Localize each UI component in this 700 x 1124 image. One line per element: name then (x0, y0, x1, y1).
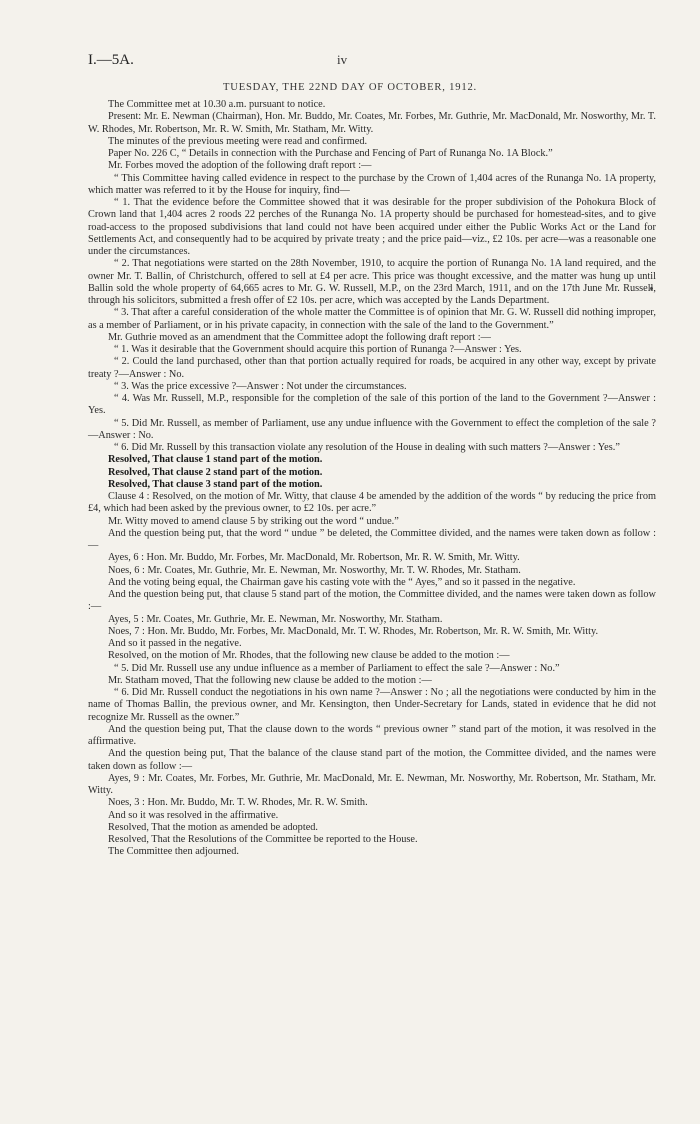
paragraph: “ 6. Did Mr. Russell conduct the negotiations in his own name ?—Answer : No ; all the negotiations were conducted by him in the name of Thomas Ballin, the previous owner, and Mr. Kensington, then Under-Secretary for Lands, stated in evidence that he did not recognize Mr. Russell as the owner.” (88, 687, 656, 723)
paragraph: Noes, 6 : Mr. Coates, Mr. Guthrie, Mr. E. Newman, Mr. Nosworthy, Mr. T. W. Rhodes, Mr. Statham. (108, 564, 521, 576)
paragraph: “ 2. That negotiations were started on the 28th November, 1910, to acquire the portion of Runanga No. 1A land required, and the owner Mr. T. Ballin, of Christchurch, offered to sell at £4 per acre. This price was thought excessive, and the matter was hung up until Ballin sold the whole property of 64,665 acres to Mr. G. W. Russell, M.P., on the 23rd March, 1911, and on the 17th June Mr. Russell, through his solicitors, submitted a fresh offer of £2 10s. per acre, which was accepted by the Lands Department. (88, 258, 656, 306)
paragraph: Mr. Statham moved, That the following new clause be added to the motion :— (108, 674, 432, 686)
paragraph: Mr. Witty moved to amend clause 5 by striking out the word “ undue.” (108, 515, 399, 527)
paragraph: Resolved, That clause 1 stand part of the motion. (108, 454, 323, 466)
paragraph: Resolved, That the Resolutions of the Committee be reported to the House. (108, 834, 418, 845)
paragraph: “ 4. Was Mr. Russell, M.P., responsible for the completion of the sale of this portion of the land to the Government ?—Answer : Yes. (88, 393, 656, 417)
paragraph: And the voting being equal, the Chairman gave his casting vote with the “ Ayes,” and so it passed in the negative. (108, 576, 576, 588)
paragraph: “ 3. Was the price excessive ?—Answer : Not under the circumstances. (114, 380, 407, 392)
paragraph: The Committee met at 10.30 a.m. pursuant to notice. (108, 99, 326, 110)
paragraph: Resolved, That the motion as amended be adopted. (108, 821, 318, 833)
paragraph: The Committee then adjourned. (108, 846, 239, 858)
meeting-date-heading: TUESDAY, THE 22ND DAY OF OCTOBER, 1912. (223, 82, 477, 93)
paragraph: And so it was resolved in the affirmative. (108, 809, 279, 821)
paragraph: And the question being put, that clause 5 stand part of the motion, the Committee divided, and the names were taken down as follow :— (88, 589, 656, 613)
paper-reference: I.—5A. (88, 52, 134, 68)
paragraph: Ayes, 9 : Mr. Coates, Mr. Forbes, Mr. Guthrie, Mr. MacDonald, Mr. E. Newman, Mr. Nosworthy, Mr. Robertson, Mr. Statham, Mr. Witty. (88, 772, 656, 796)
paragraph: Mr. Forbes moved the adoption of the following draft report :— (108, 160, 372, 172)
paragraph: Present: Mr. E. Newman (Chairman), Hon. Mr. Buddo, Mr. Coates, Mr. Forbes, Mr. Guthrie, Mr. MacDonald, Mr. Nosworthy, Mr. T. W. Rhodes, Mr. Robertson, Mr. R. W. Smith, Mr. Statham, Mr. Witty. (88, 111, 656, 135)
paragraph: “ This Committee having called evidence in respect to the purchase by the Crown of 1,404 acres of the Runanga No. 1A property, which matter was referred to it by the House for inquiry, find— (88, 172, 656, 196)
page-number: iv (337, 52, 348, 67)
paragraph: Ayes, 6 : Hon. Mr. Buddo, Mr. Forbes, Mr. MacDonald, Mr. Robertson, Mr. R. W. Smith, Mr. Witty. (108, 552, 520, 564)
paragraph: And the question being put, That the balance of the clause stand part of the motion, the Committee divided, and the names were taken down as follow :— (88, 748, 656, 772)
paragraph: “ 3. That after a careful consideration of the whole matter the Committee is of opinion that Mr. G. W. Russell did nothing improper, as a member of Parliament, or in his private capacity, in connection with the sale of the land to the Government.” (88, 307, 656, 331)
minutes-body (88, 99, 656, 859)
paragraph: Mr. Guthrie moved as an amendment that the Committee adopt the following draft report :— (108, 331, 491, 343)
paragraph: “ 5. Did Mr. Russell, as member of Parliament, use any undue influence with the Government to effect the completion of the sale ?—Answer : No. (88, 417, 656, 441)
paragraph: The minutes of the previous meeting were read and confirmed. (108, 135, 368, 147)
paragraph: Paper No. 226 C, “ Details in connection with the Purchase and Fencing of Part of Runanga No. 1A Block.” (108, 148, 553, 159)
paragraph: Resolved, That clause 2 stand part of the motion. (108, 466, 323, 478)
paragraph: Clause 4 : Resolved, on the motion of Mr. Witty, that clause 4 be amended by the addition of the words “ by reducing the price from £4, which had been asked by the previous owner, to £2 10s. per acre.” (88, 491, 656, 515)
paragraph: “ 1. Was it desirable that the Government should acquire this portion of Runanga ?—Answer : Yes. (114, 344, 522, 355)
paragraph: “ 5. Did Mr. Russell use any undue influence as a member of Parliament to effect the sale ?—Answer : No.” (114, 662, 560, 674)
paragraph: Noes, 3 : Hon. Mr. Buddo, Mr. T. W. Rhodes, Mr. R. W. Smith. (108, 797, 368, 809)
paragraph: Noes, 7 : Hon. Mr. Buddo, Mr. Forbes, Mr. MacDonald, Mr. T. W. Rhodes, Mr. Robertson, Mr. R. W. Smith, Mr. Witty. (108, 625, 599, 637)
paragraph: Resolved, on the motion of Mr. Rhodes, that the following new clause be added to the motion :— (108, 650, 510, 662)
paragraph: Ayes, 5 : Mr. Coates, Mr. Guthrie, Mr. E. Newman, Mr. Nosworthy, Mr. Statham. (108, 613, 443, 625)
paragraph: And the question being put, that the word “ undue ” be deleted, the Committee divided, and the names were taken down as follow :— (88, 527, 656, 551)
paragraph: And so it passed in the negative. (108, 638, 242, 649)
paragraph: “ 2. Could the land purchased, other than that portion actually required for roads, be acquired in any other way, except by private treaty ?—Answer : No. (88, 356, 656, 380)
paragraph: And the question being put, That the clause down to the words “ previous owner ” stand part of the motion, it was resolved in the affirmative. (88, 723, 656, 747)
paragraph: Resolved, That clause 3 stand part of the motion. (108, 478, 323, 490)
paragraph: “ 1. That the evidence before the Committee showed that it was desirable for the proper subdivision of the Pohokura Block of Crown land that 1,404 acres 2 roods 22 perches of the Runanga No. 1A property should be purchased for homestead-sites, and to give road-access to the proposed subdivisions that land could not have been acquired under either the Public Works Act or the Land for Settlements Act, and consequently had to be acquired by private treaty ; and the price paid—viz., £2 10s. per acre—was a reasonable one under the circumstances. (88, 197, 656, 257)
paragraph: “ 6. Did Mr. Russell by this transaction violate any resolution of the House in dealing with such matters ?—Answer : Yes.” (114, 442, 620, 453)
